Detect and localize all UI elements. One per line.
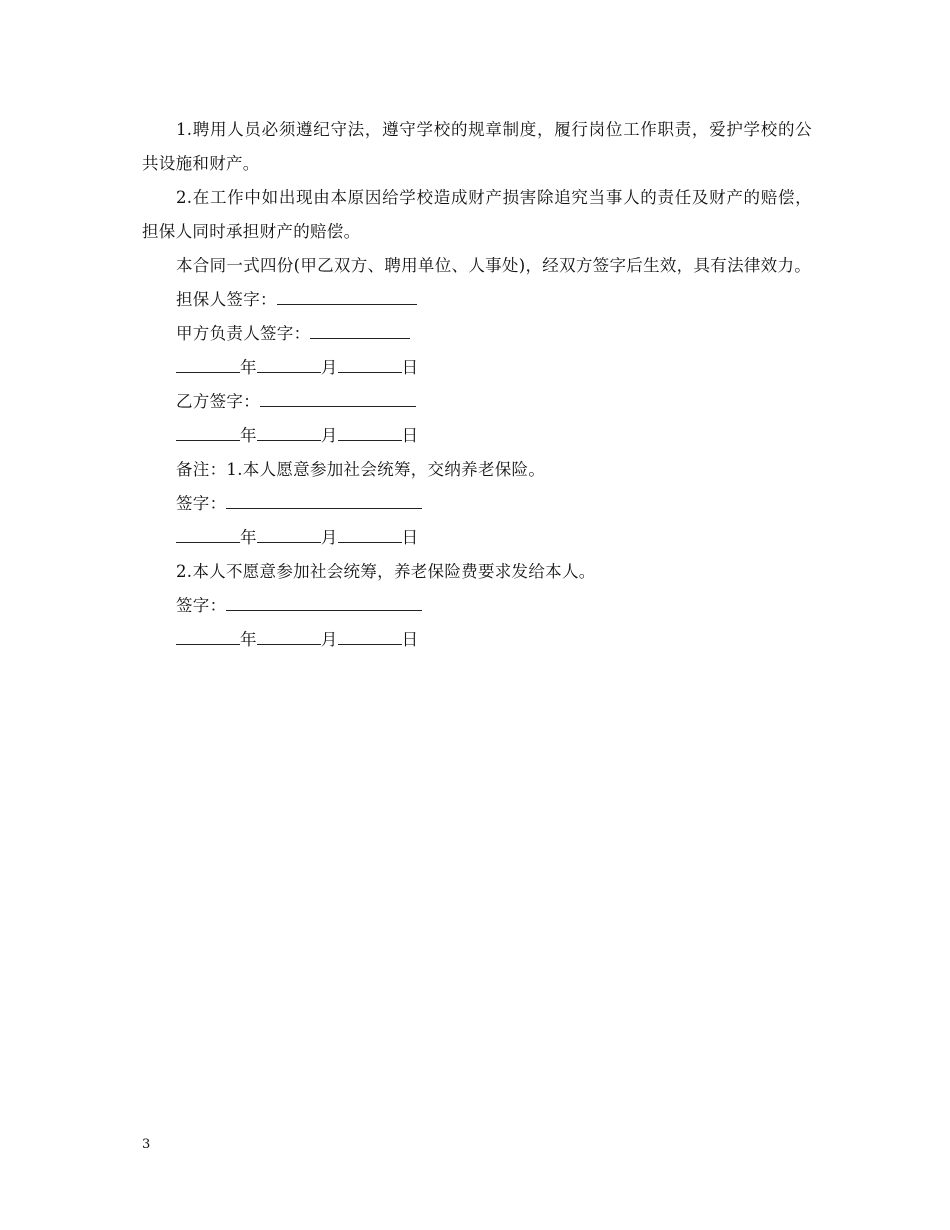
year-blank[interactable] bbox=[176, 423, 240, 441]
clause-1: 1.聘用人员必须遵纪守法，遵守学校的规章制度，履行岗位工作职责，爱护学校的公共设施和财产。 bbox=[142, 120, 812, 173]
date-line-note-1 bbox=[142, 521, 812, 555]
month-label: 月 bbox=[320, 528, 338, 547]
month-blank[interactable] bbox=[257, 525, 321, 543]
note-2-signature-blank[interactable] bbox=[226, 593, 422, 611]
date-line-party-a bbox=[142, 351, 812, 385]
day-blank[interactable] bbox=[338, 525, 402, 543]
note-2-signature-label: 签字： bbox=[176, 596, 227, 615]
note-1: 备注：1.本人愿意参加社会统筹，交纳养老保险。 bbox=[176, 460, 546, 479]
guarantor-signature-label: 担保人签字： bbox=[176, 290, 277, 309]
party-b-signature-line bbox=[142, 385, 812, 419]
day-label: 日 bbox=[401, 426, 419, 445]
party-b-signature-blank[interactable] bbox=[260, 389, 416, 407]
month-label: 月 bbox=[320, 426, 338, 445]
date-line-note-2 bbox=[142, 623, 812, 657]
month-blank[interactable] bbox=[257, 355, 321, 373]
note-1-signature-line bbox=[142, 487, 812, 521]
day-label: 日 bbox=[401, 358, 419, 377]
month-blank[interactable] bbox=[257, 627, 321, 645]
party-a-signature-line bbox=[142, 317, 812, 351]
note-1-signature-blank[interactable] bbox=[226, 491, 422, 509]
year-label: 年 bbox=[240, 630, 257, 649]
clause-2: 2.在工作中如出现由本原因给学校造成财产损害除追究当事人的责任及财产的赔偿，担保人同时承担财产的赔偿。 bbox=[142, 188, 812, 241]
page-number: 3 bbox=[142, 1137, 151, 1152]
day-blank[interactable] bbox=[338, 627, 402, 645]
date-line-party-b bbox=[142, 419, 812, 453]
note-1-signature-label: 签字： bbox=[176, 494, 227, 513]
day-blank[interactable] bbox=[338, 423, 402, 441]
year-blank[interactable] bbox=[176, 355, 240, 373]
party-a-signature-blank[interactable] bbox=[310, 321, 410, 339]
year-label: 年 bbox=[240, 528, 257, 547]
year-blank[interactable] bbox=[176, 525, 240, 543]
day-blank[interactable] bbox=[338, 355, 402, 373]
clause-copies: 本合同一式四份(甲乙双方、聘用单位、人事处)，经双方签字后生效，具有法律效力。 bbox=[176, 256, 812, 275]
party-a-signature-label: 甲方负责人签字： bbox=[176, 324, 311, 343]
day-label: 日 bbox=[401, 630, 419, 649]
day-label: 日 bbox=[401, 528, 419, 547]
month-label: 月 bbox=[320, 358, 338, 377]
year-label: 年 bbox=[240, 358, 257, 377]
month-label: 月 bbox=[320, 630, 338, 649]
party-b-signature-label: 乙方签字： bbox=[176, 392, 260, 411]
document-body bbox=[142, 113, 812, 657]
year-blank[interactable] bbox=[176, 627, 240, 645]
note-2-signature-line bbox=[142, 589, 812, 623]
guarantor-signature-line bbox=[142, 283, 812, 317]
guarantor-signature-blank[interactable] bbox=[277, 287, 417, 305]
month-blank[interactable] bbox=[257, 423, 321, 441]
note-2: 2.本人不愿意参加社会统筹，养老保险费要求发给本人。 bbox=[176, 562, 596, 581]
year-label: 年 bbox=[240, 426, 257, 445]
